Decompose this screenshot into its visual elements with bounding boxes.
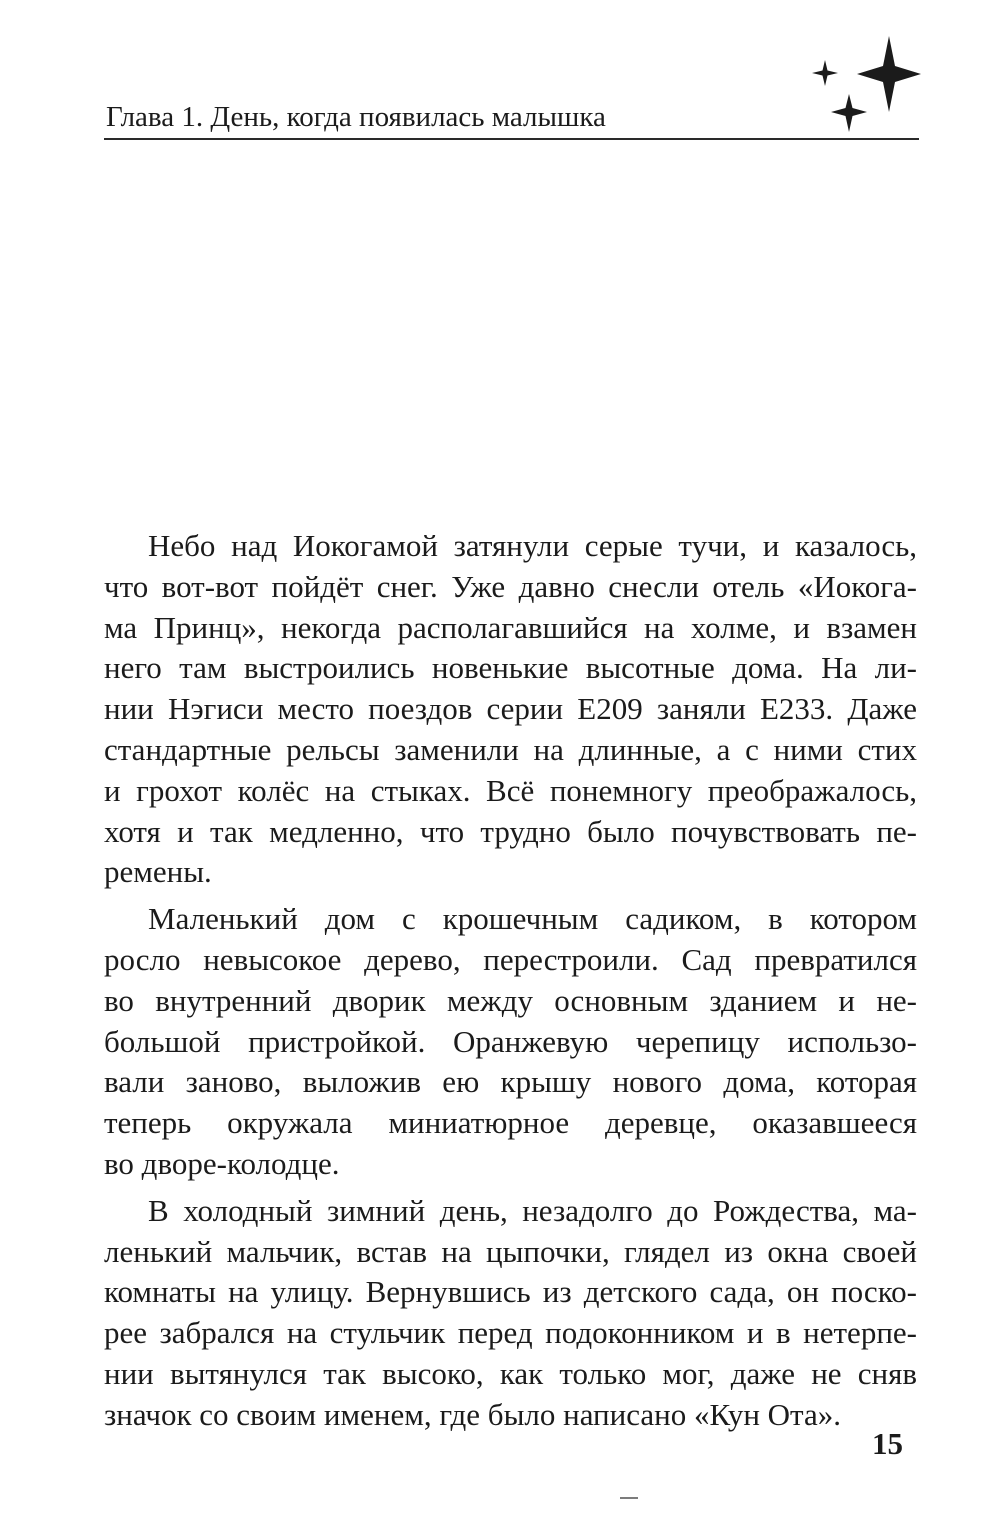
chapter-header-title: Глава 1. День, когда появилась малышка — [106, 101, 606, 133]
large-star-icon — [857, 36, 921, 112]
text-line: и грохот колёс на стыках. Всё понемногу преображалось, — [104, 772, 917, 808]
text-line: во внутренний дворик между основным зданием и не- — [104, 982, 917, 1018]
body-text — [104, 526, 917, 1436]
medium-star-icon — [831, 94, 867, 132]
text-line: что вот-вот пойдёт снег. Уже давно снесли отель «Иокога- — [104, 568, 917, 604]
scan-speck — [620, 1497, 638, 1499]
paragraph — [104, 526, 917, 893]
text-line: хотя и так медленно, что трудно было почувствовать пе- — [104, 813, 917, 849]
text-line: нии вытянулся так высоко, как только мог, даже не сняв — [104, 1355, 917, 1391]
text-line: нии Нэгиси место поездов серии E209 заняли E233. Даже — [104, 691, 917, 727]
text-line: большой пристройкой. Оранжевую черепицу использо- — [104, 1023, 917, 1059]
text-line: теперь окружала миниатюрное деревце, оказавшееся — [104, 1105, 917, 1141]
text-line: В холодный зимний день, незадолго до Рождества, ма- — [148, 1192, 917, 1228]
text-line: Небо над Иокогамой затянули серые тучи, и казалось, — [148, 528, 917, 563]
text-line: ремены. — [104, 854, 212, 890]
text-line: значок со своим именем, где было написано «Кун Ота». — [104, 1396, 841, 1432]
text-line: ма Принц», некогда располагавшийся на холме, и взамен — [104, 609, 917, 645]
text-line: комнаты на улицу. Вернувшись из детского сада, он поско- — [104, 1274, 917, 1310]
small-star-icon — [812, 60, 838, 86]
text-line: стандартные рельсы заменили на длинные, а с ними стих — [104, 731, 917, 767]
paragraph — [104, 899, 917, 1185]
text-line: ленький мальчик, встав на цыпочки, глядел из окна своей — [104, 1233, 917, 1269]
header-rule — [104, 138, 919, 140]
text-line: Маленький дом с крошечным садиком, в котором — [148, 901, 917, 937]
page-number: 15 — [872, 1426, 903, 1461]
text-line: вали заново, выложив ею крышу нового дома, которая — [104, 1064, 917, 1100]
text-line: во дворе-колодце. — [104, 1145, 340, 1181]
text-line: росло невысокое дерево, перестроили. Сад превратился — [104, 941, 917, 977]
text-line: рее забрался на стульчик перед подоконником и в нетерпе- — [104, 1315, 917, 1351]
text-line: него там выстроились новенькие высотные дома. На ли- — [104, 650, 917, 686]
sparkle-stars-icon — [805, 32, 925, 140]
paragraph — [104, 1191, 917, 1436]
